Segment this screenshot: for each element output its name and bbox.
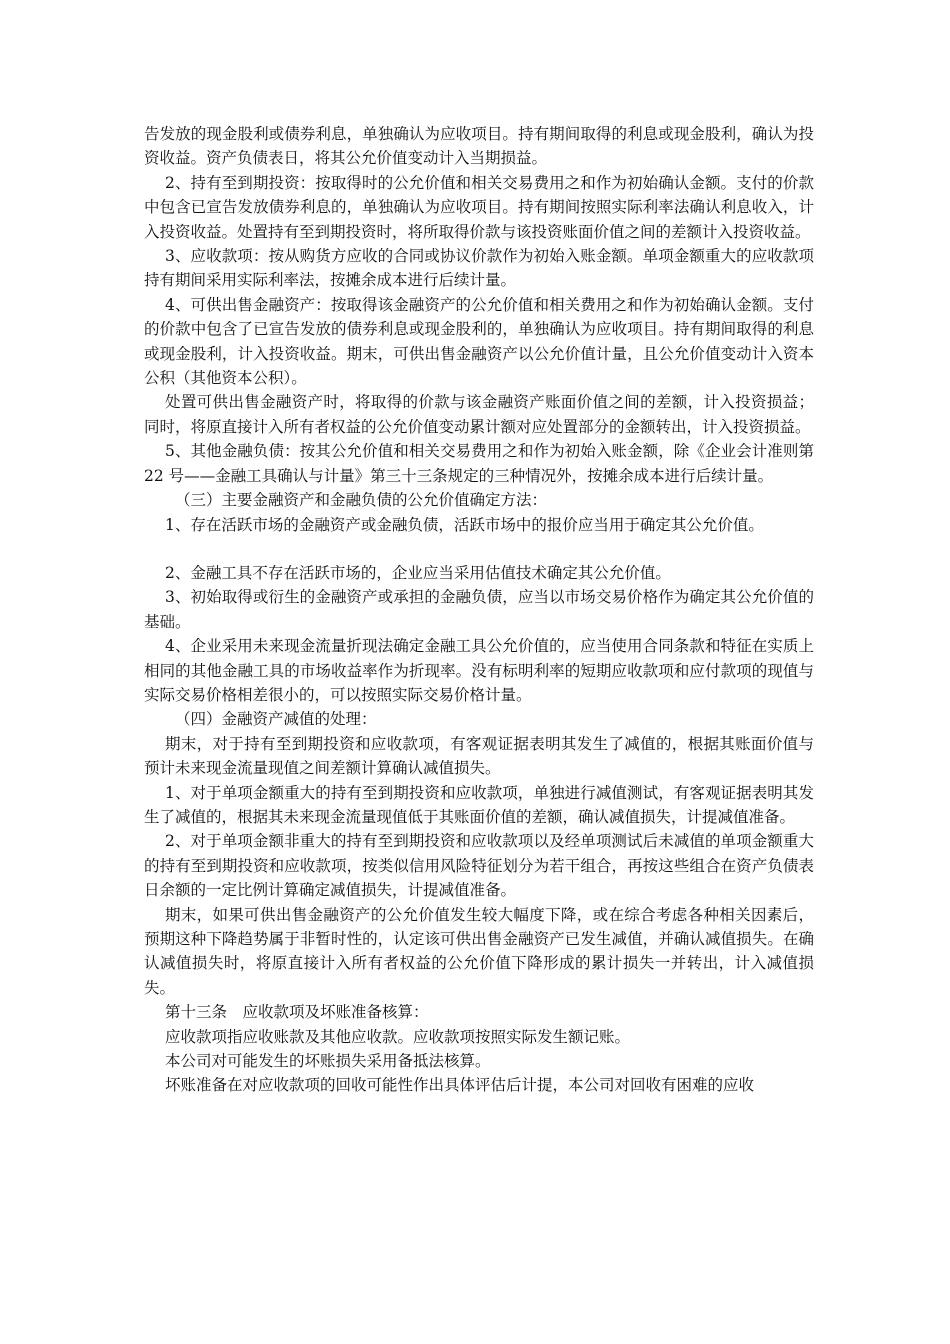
article-heading-receivables: 第十三条 应收款项及坏账准备核算： (165, 1003, 429, 1022)
paragraph-active-market: 1、存在活跃市场的金融资产或金融负债，活跃市场中的报价应当用于确定其公允价值。 (165, 515, 764, 534)
paragraph-disposal: 处置可供出售金融资产时，将取得的价款与该金融资产账面价值之间的差额，计入投资损益；同时，将原直接计入所有者权益的公允价值变动累计额对应处置部分的金额转出，计入投资损益。 (144, 393, 814, 436)
paragraph-initial-acquisition: 3、初始取得或衍生的金融资产或承担的金融负债，应当以市场交易价格作为确定其公允价值的基础。 (144, 588, 814, 631)
section-heading-impairment: （四）金融资产减值的处理： (175, 710, 377, 729)
section-heading-fair-value: （三）主要金融资产和金融负债的公允价值确定方法： (175, 491, 548, 510)
paragraph-bad-debt-provision: 坏账准备在对应收款项的回收可能性作出具体评估后计提，本公司对回收有困难的应收 (165, 1076, 755, 1095)
paragraph-receivables: 3、应收款项：按从购货方应收的合同或协议价款作为初始入账金额。单项金额重大的应收款项持有期间采用实际利率法，按摊余成本进行后续计量。 (144, 247, 814, 290)
paragraph-group-test: 2、对于单项金额非重大的持有至到期投资和应收款项以及经单项测试后未减值的单项金额重大的持有至到期投资和应收款项，按类似信用风险特征划分为若干组合，再按这些组合在资产负债表日余额的一定比例计算确定减值损失，计提减值准备。 (144, 832, 814, 900)
paragraph-available-for-sale: 4、可供出售金融资产：按取得该金融资产的公允价值和相关费用之和作为初始确认金额。支付的价款中包含了已宣告发放的债券利息或现金股利的，单独确认为应收项目。持有期间取得的利息或现金股利，计入投资收益。期末，可供出售金融资产以公允价值计量，且公允价值变动计入资本公积（其他资本公积）。 (144, 295, 814, 388)
paragraph-no-active-market: 2、金融工具不存在活跃市场的，企业应当采用估值技术确定其公允价值。 (165, 563, 671, 582)
paragraph-held-to-maturity: 2、持有至到期投资：按取得时的公允价值和相关交易费用之和作为初始确认金额。支付的价款中包含已宣告发放债券利息的，单独确认为应收项目。持有期间按照实际利率法确认利息收入，计入投资收益。处置持有至到期投资时，将所取得价款与该投资账面价值之间的差额计入投资收益。 (144, 173, 814, 241)
paragraph-allowance-method: 本公司对可能发生的坏账损失采用备抵法核算。 (165, 1052, 491, 1071)
paragraph-discounted-cash-flow: 4、企业采用未来现金流量折现法确定金融工具公允价值的，应当使用合同条款和特征在实质上相同的其他金融工具的市场收益率作为折现率。没有标明利率的短期应收款项和应付款项的现值与实际交易价格相差很小的，可以按照实际交易价格计量。 (144, 637, 814, 704)
paragraph-individual-test: 1、对于单项金额重大的持有至到期投资和应收款项，单独进行减值测试，有客观证据表明其发生了减值的，根据其未来现金流量现值低于其账面价值的差额，确认减值损失，计提减值准备。 (144, 783, 814, 826)
paragraph-receivables-definition: 应收款项指应收账款及其他应收款。应收款项按照实际发生额记账。 (165, 1027, 631, 1046)
paragraph-afs-impairment: 期末，如果可供出售金融资产的公允价值发生较大幅度下降，或在综合考虑各种相关因素后，预期这种下降趋势属于非暂时性的，认定该可供出售金融资产已发生减值，并确认减值损失。在确认减值损失时，将原直接计入所有者权益的公允价值下降形成的累计损失一并转出，计入减值损失。 (144, 905, 814, 997)
paragraph-period-end-impairment: 期末，对于持有至到期投资和应收款项，有客观证据表明其发生了减值的，根据其账面价值与预计未来现金流量现值之间差额计算确认减值损失。 (144, 734, 814, 778)
paragraph-continuation: 告发放的现金股利或债券利息，单独确认为应收项目。持有期间取得的利息或现金股利，确认为投资收益。资产负债表日，将其公允价值变动计入当期损益。 (144, 125, 814, 168)
document-body (144, 122, 814, 1098)
paragraph-other-liabilities: 5、其他金融负债：按其公允价值和相关交易费用之和作为初始入账金额，除《企业会计准则第 22 号——金融工具确认与计量》第三十三条规定的三种情况外，按摊余成本进行后续计量。 (144, 442, 814, 485)
